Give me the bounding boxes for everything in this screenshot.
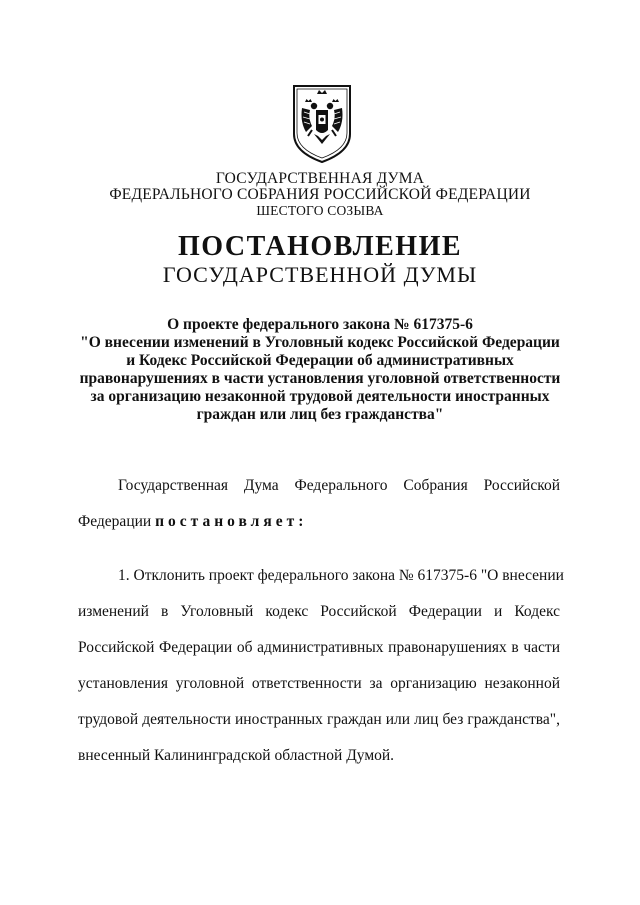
- bill-title-line: за организацию незаконной трудовой деятельности иностранных: [90, 388, 550, 405]
- document-subtitle: ГОСУДАРСТВЕННОЙ ДУМЫ: [162, 262, 478, 287]
- document-title: ПОСТАНОВЛЕНИЕ: [177, 231, 463, 262]
- coat-of-arms-icon: [290, 82, 354, 164]
- header-line-duma: ГОСУДАРСТВЕННАЯ ДУМА: [215, 170, 425, 187]
- header-line-convocation: ШЕСТОГО СОЗЫВА: [256, 203, 384, 218]
- paragraph-line: трудовой деятельности иностранных граждан или лиц без гражданства",: [78, 711, 560, 728]
- paragraph-line: установления уголовной ответственности за организацию незаконной: [78, 675, 560, 692]
- paragraph-line: внесенный Калининградской областной Думой.: [78, 747, 395, 764]
- bill-title-line: "О внесении изменений в Уголовный кодекс Российской Федерации: [80, 334, 560, 351]
- preamble-line: Государственная Дума Федерального Собрания Российской: [118, 477, 560, 494]
- paragraph-line: Российской Федерации об административных правонарушениях в части: [78, 639, 560, 656]
- bill-title-line: и Кодекс Российской Федерации об административных: [126, 352, 514, 369]
- preamble-line: [78, 512, 560, 532]
- preamble-subject: Федерации: [78, 513, 152, 530]
- header-line-assembly: ФЕДЕРАЛЬНОГО СОБРАНИЯ РОССИЙСКОЙ ФЕДЕРАЦИИ: [109, 186, 531, 203]
- paragraph-line: 1. Отклонить проект федерального закона № 617375-6 "О внесении: [118, 567, 564, 584]
- paragraph-line: изменений в Уголовный кодекс Российской Федерации и Кодекс: [78, 603, 560, 620]
- bill-title-line: граждан или лиц без гражданства": [196, 406, 444, 423]
- preamble-verb: постановляет:: [155, 513, 308, 530]
- bill-title-line: правонарушениях в части установления уголовной ответственности: [79, 370, 561, 387]
- bill-title-line: О проекте федерального закона № 617375-6: [167, 316, 473, 333]
